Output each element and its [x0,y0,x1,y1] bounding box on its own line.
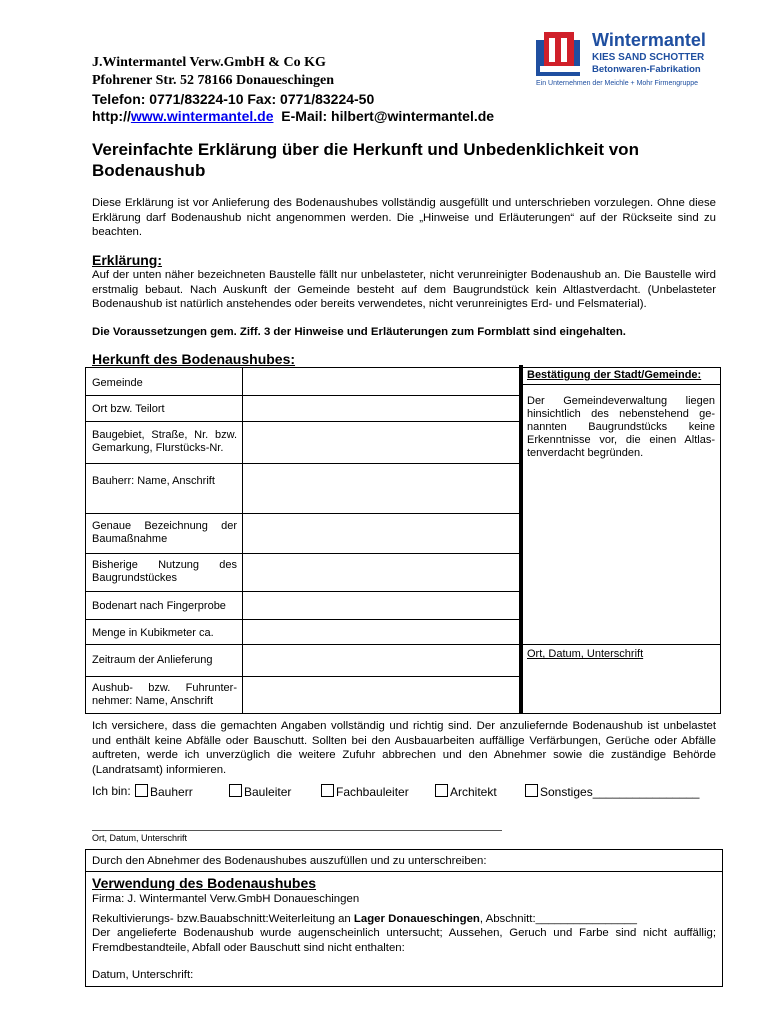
intro-text: Diese Erklärung ist vor Anlieferung des Bodenaushubes vollständig ausgefüllt und unterschrieben vorzulegen. Ohne diese Erklärung darf Bodenaushub nicht angenommen werden. Die „Hinweise und Erläuterungen“ auf der Rückseite sind zu beachten. [92,197,716,238]
role-option-bauleiter[interactable]: Bauleiter [229,784,291,799]
column-divider [242,368,243,713]
logo-brand: Wintermantel [592,30,706,50]
checkbox-bauleiter[interactable] [229,784,242,797]
row-label-bodenart: Bodenart nach Fingerprobe [92,600,226,612]
row-label-nutzung: Bisherige Nutzung des Baugrundstückes [92,559,237,584]
gemeinde-confirmation-box [522,367,721,714]
fuhrunternehmer-input[interactable] [245,679,519,711]
web-prefix: http:// [92,108,131,124]
gemeinde-input[interactable] [245,370,519,394]
company-name: J.Wintermantel Verw.GmbH & Co KG [92,55,326,70]
zeitraum-input[interactable] [245,647,519,675]
versicherung-text: Ich versichere, dass die gemachten Angaben vollständig und richtig sind. Der anzuliefernde Bodenaushub ist unbelastet und enthält keine Abfälle oder Bauschutt. Sollten bei den Ausbauarbeiten auffällige Verfärbungen, Gerüche oder Abfälle auftreten, werde ich unverzüglich die weitere Zufuhr abbrechen und den Abnehmer sowie die zuständige Behörde (Landratsamt) informieren. [92,720,716,776]
baugebiet-input[interactable] [245,425,519,463]
checkbox-sonstiges[interactable] [525,784,538,797]
signature-label: Ort, Datum, Unterschrift [92,833,188,843]
abnehmer-sign-label: Datum, Unterschrift: [92,969,194,981]
baumassnahme-input[interactable] [245,516,519,552]
role-label: Ich bin: [92,784,131,798]
firma-line: Firma: J. Wintermantel Verw.GmbH Donaueschingen [92,893,360,905]
row-label-gemeinde: Gemeinde [92,377,143,389]
logo-tagline: Ein Unternehmen der Meichle + Mohr Firmengruppe [536,80,699,87]
ort-input[interactable] [245,397,519,421]
rekultivierung-line: Rekultivierungs- bzw.Bauabschnitt:Weiterleitung an Lager Donaueschingen, Abschnitt:________________ [92,913,637,925]
page-title: Vereinfachte Erklärung über die Herkunft und Unbedenklichkeit von Bodenaushub [92,140,639,180]
company-address: Pfohrener Str. 52 78166 Donaueschingen [92,73,335,88]
checkbox-bauherr[interactable] [135,784,148,797]
email-text: E-Mail: hilbert@wintermantel.de [281,108,495,124]
herkunft-heading: Herkunft des Bodenaushubes: [92,351,296,367]
checkbox-fachbauleiter[interactable] [321,784,334,797]
logo-line1: KIES SAND SCHOTTER [592,52,705,63]
erklaerung-text: Auf der unten näher bezeichneten Baustelle fällt nur unbelasteter, nicht verunreinigter Bodenaushub an. Die Baustelle wird erstmalig bebaut. Nach Auskunft der Gemeinde besteht auf dem Baugrundstück kein Altlastverdacht. (Unbelasteter Bodenaushub ist natürlich anstehendes oder bereits verwendetes, nicht verunreinigtes Erd- und Felsmaterial). [92,269,716,310]
erklaerung-bold: Die Voraussetzungen gem. Ziff. 3 der Hinweise und Erläuterungen zum Formblatt sind eingehalten. [92,326,626,338]
logo-mark-icon [536,32,586,76]
bauherr-input[interactable] [245,467,519,513]
bodenart-input[interactable] [245,594,519,618]
menge-input[interactable] [245,622,519,644]
erklaerung-heading: Erklärung: [92,252,163,268]
role-option-fachbauleiter[interactable]: Fachbauleiter [321,784,409,799]
logo-line2: Betonwaren-Fabrikation [592,64,701,75]
abnehmer-box [85,849,723,987]
abnehmer-note: Durch den Abnehmer des Bodenaushubes auszufüllen und zu unterschreiben: [92,855,487,867]
row-label-baugebiet: Baugebiet, Straße, Nr. bzw. Gemarkung, Flurstücks-Nr. [92,429,237,454]
row-label-menge: Menge in Kubikmeter ca. [92,627,214,639]
phone-fax: Telefon: 0771/83224-10 Fax: 0771/83224-50 [92,91,375,107]
confirmation-text: Der Gemeindeverwaltung liegen hinsichtlich des nebenstehend ge-nannten Baugrundstücks keine Erkenntnisse vor, die einen Altlas-tenverdacht begründen. [527,395,715,459]
company-logo [536,30,726,90]
nutzung-input[interactable] [245,556,519,590]
signature-line [92,830,502,831]
checkbox-architekt[interactable] [435,784,448,797]
row-label-baumassnahme: Genaue Bezeichnung der Baumaßnahme [92,520,237,545]
untersuchung-text: Der angelieferte Bodenaushub wurde augenscheinlich untersucht; Aussehen, Geruch und Farbe sind nicht auffällig; Fremdbestandteile, Abfall oder Bauschutt sind nicht enthalten: [92,927,716,954]
role-option-sonstiges[interactable]: Sonstiges________________ [525,784,699,799]
role-option-architekt[interactable]: Architekt [435,784,497,799]
role-selection [92,784,722,800]
row-label-fuhrunternehmer: Aushub- bzw. Fuhrunter-nehmer: Name, Anschrift [92,682,237,707]
confirmation-heading: Bestätigung der Stadt/Gemeinde: [527,369,702,381]
web-email-line [92,108,494,124]
verwendung-heading: Verwendung des Bodenaushubes [92,875,317,891]
row-label-ort: Ort bzw. Teilort [92,403,165,415]
role-option-bauherr[interactable]: Bauherr [135,784,193,799]
confirmation-sign-label: Ort, Datum, Unterschrift [527,648,644,660]
row-label-zeitraum: Zeitraum der Anlieferung [92,654,213,666]
lager-name: Lager Donaueschingen [353,913,480,925]
website-link[interactable]: www.wintermantel.de [130,108,274,124]
row-label-bauherr: Bauherr: Name, Anschrift [92,475,215,487]
